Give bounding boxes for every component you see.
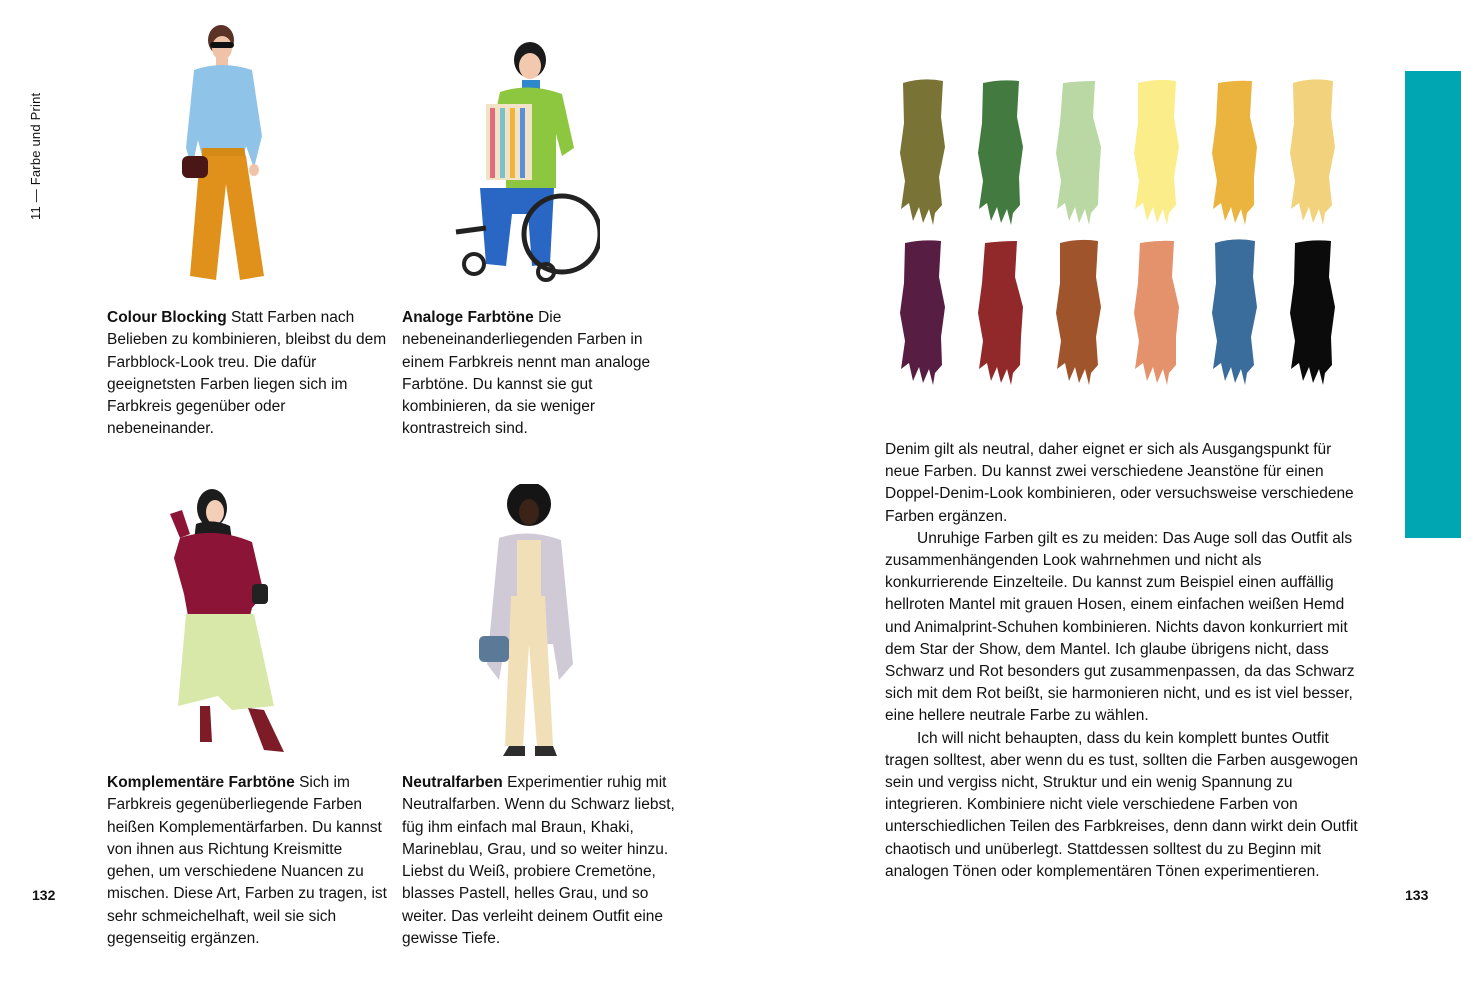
color-swatch: [895, 237, 951, 387]
illustration-analoge-farbtoene: [450, 38, 600, 290]
color-swatch: [1051, 237, 1107, 387]
caption-text: Experimentier ruhig mit Neutralfarben. Wenn du Schwarz liebst, füg ihm einfach mal Braun, Khaki, Marineblau, Grau, und so weiter hinzu. Liebst du Weiß, probiere Cremetöne, blasses Pastell, helles Grau, und so weiter. Das verleiht deinem Outfit eine gewisse Tiefe.: [402, 774, 675, 948]
color-swatch-grid: [893, 73, 1353, 383]
caption-colour-blocking: [107, 307, 389, 441]
body-text: [885, 439, 1360, 883]
caption-analoge-farbtoene: [402, 307, 684, 441]
caption-title: Analoge Farbtöne: [402, 309, 534, 326]
illustration-colour-blocking: [176, 18, 276, 296]
body-paragraph: Denim gilt als neutral, daher eignet er sich als Ausgangspunkt für neue Farben. Du kannst zwei verschiedene Jeanstöne für einen Doppel-Denim-Look kombinieren, oder versuchsweise verschiedene Farben ergänzen.: [885, 441, 1354, 525]
color-swatch: [973, 237, 1029, 387]
caption-title: Colour Blocking: [107, 309, 227, 326]
caption-text: Statt Farben nach Belieben zu kombinieren, bleibst du dem Farbblock-Look treu. Die dafür geeignetsten Farben liegen sich im Farbkreis gegenüber oder nebeneinander.: [107, 309, 387, 438]
caption-title: Komplementäre Farbtöne: [107, 774, 295, 791]
color-swatch: [1129, 77, 1185, 227]
color-swatch: [1285, 77, 1341, 227]
illustration-neutralfarben: [473, 484, 583, 756]
illustration-komplementaere-farbtoene: [160, 484, 290, 754]
color-swatch: [1207, 237, 1263, 387]
color-swatch: [895, 77, 951, 227]
body-paragraph: Unruhige Farben gilt es zu meiden: Das Auge soll das Outfit als zusammenhängenden Look wahrnehmen und nicht als konkurrierende Einzelteile. Du kannst zum Beispiel einen auffällig hellroten Mantel mit grauen Hosen, einem einfachen weißen Hemd und Animalprint-Schuhen kombinieren. Nichts davon konkurriert mit dem Star der Show, dem Mantel. Ich glaube übrigens nicht, dass Schwarz und Rot besonders gut zusammenpassen, da das Schwarz sich mit dem Rot beißt, sie harmonieren nicht, und es ist viel besser, eine hellere neutrale Farbe zu wählen.: [885, 529, 1355, 725]
chapter-tab-bar: [1405, 71, 1461, 538]
color-swatch: [1129, 237, 1185, 387]
caption-text: Sich im Farbkreis gegenüberliegende Farben heißen Komplementärfarben. Du kannst von ihnen aus Richtung Kreismitte gehen, um verschiedene Nuancen zu mischen. Diese Art, Farben zu tragen, ist sehr schmeichelhaft, weil sie sich gegenseitig ergänzen.: [107, 774, 387, 948]
body-paragraph: Ich will nicht behaupten, dass du kein komplett buntes Outfit tragen solltest, aber wenn du es tust, sollten die Farben ausgewogen sein und vergiss nicht, Struktur und ein wenig Spannung zu integrieren. Kombiniere nicht viele verschiedene Farben von unterschiedlichen Teilen des Farbkreises, denn dann wirkt dein Outfit chaotisch und unüberlegt. Stattdessen solltest du zu Beginn mit analogen Tönen oder komplementären Tönen experimentieren.: [885, 729, 1359, 880]
color-swatch: [1051, 77, 1107, 227]
color-swatch: [1285, 237, 1341, 387]
page-number-left: 132: [32, 887, 56, 903]
page-number-right: 133: [1405, 887, 1429, 903]
color-swatch: [1207, 77, 1263, 227]
caption-komplementaere-farbtoene: [107, 772, 389, 950]
caption-title: Neutralfarben: [402, 774, 503, 791]
caption-neutralfarben: [402, 772, 684, 950]
color-swatch: [973, 77, 1029, 227]
caption-text: Die nebeneinanderliegenden Farben in einem Farbkreis nennt man analoge Farbtöne. Du kannst sie gut kombinieren, da sie weniger kontrastreich sind.: [402, 309, 651, 438]
running-head: 11 — Farbe und Print: [28, 92, 43, 220]
